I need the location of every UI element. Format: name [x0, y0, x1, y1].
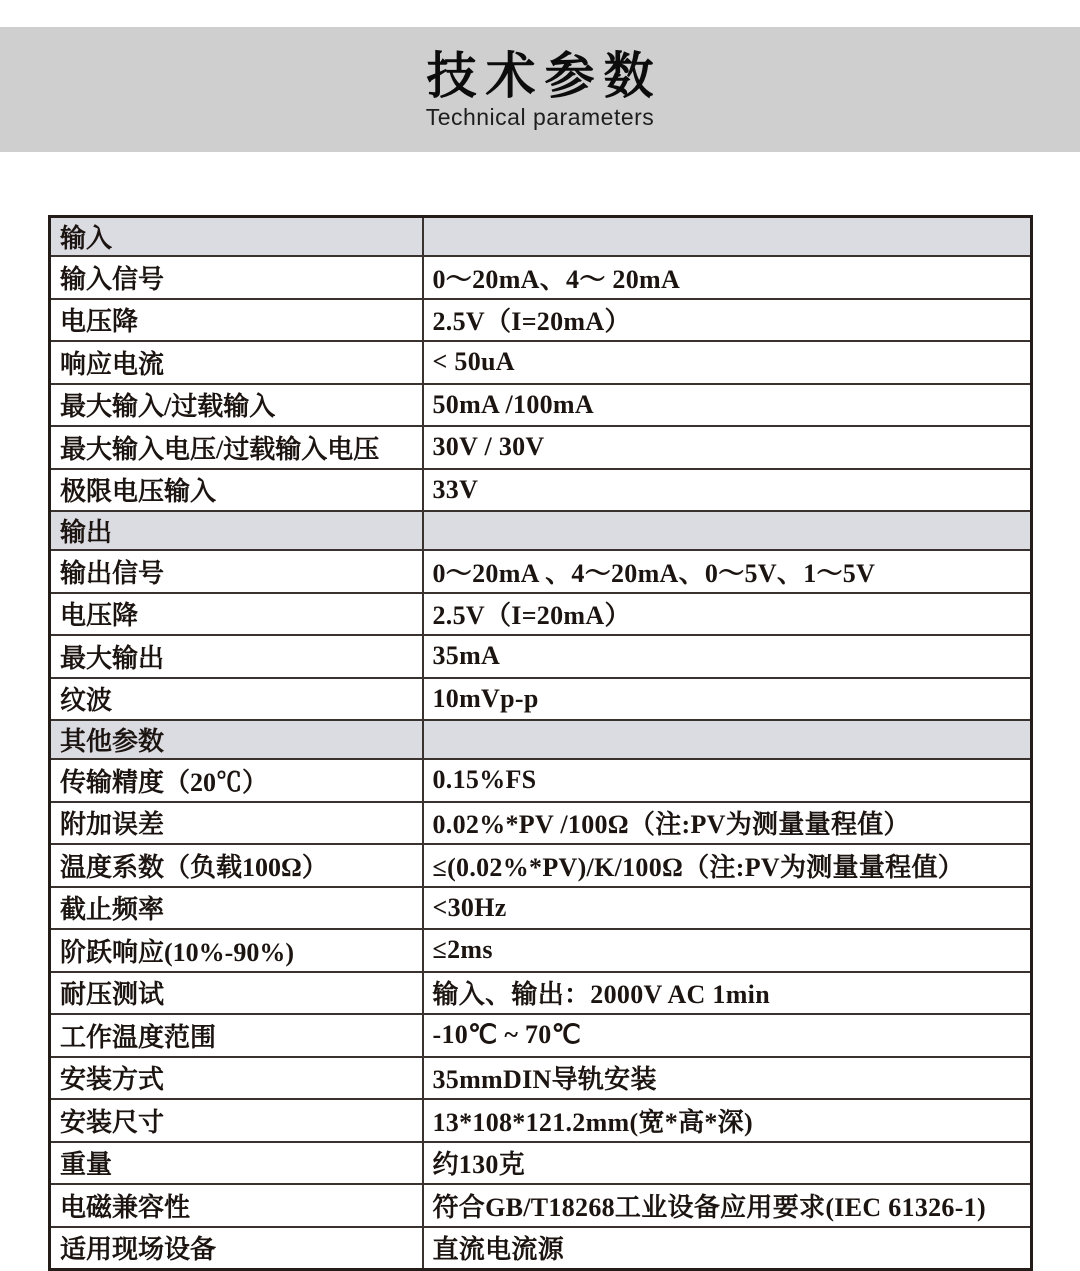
page-subtitle: Technical parameters	[425, 104, 655, 130]
param-value-cell: < 50uA	[423, 341, 1032, 384]
spec-row	[50, 341, 1032, 384]
spec-row	[50, 426, 1032, 469]
section-header-row	[50, 720, 1032, 759]
param-value-cell	[423, 511, 1032, 550]
param-value-cell: 0～20mA、4～ 20mA	[423, 256, 1032, 299]
spec-row	[50, 1099, 1032, 1142]
param-name-cell: 安装尺寸	[50, 1099, 423, 1142]
param-name-cell: 其他参数	[50, 720, 423, 759]
param-value-cell: 13*108*121.2mm(宽*高*深)	[423, 1099, 1032, 1142]
header-banner	[0, 27, 1080, 152]
param-name-cell: 电压降	[50, 299, 423, 342]
param-name-cell: 安装方式	[50, 1057, 423, 1100]
param-value-cell: 0～20mA 、4～20mA、0～5V、1～5V	[423, 550, 1032, 593]
param-value-cell: 35mmDIN导轨安装	[423, 1057, 1032, 1100]
spec-row	[50, 759, 1032, 802]
param-name-cell: 输出信号	[50, 550, 423, 593]
spec-row	[50, 635, 1032, 678]
param-value-cell: 30V / 30V	[423, 426, 1032, 469]
spec-row	[50, 1057, 1032, 1100]
param-name-cell: 截止频率	[50, 887, 423, 930]
param-value-cell	[423, 720, 1032, 759]
param-name-cell: 纹波	[50, 678, 423, 721]
section-header-row	[50, 217, 1032, 257]
param-name-cell: 附加误差	[50, 802, 423, 845]
param-value-cell: 33V	[423, 469, 1032, 512]
spec-row	[50, 1014, 1032, 1057]
param-name-cell: 最大输出	[50, 635, 423, 678]
param-name-cell: 重量	[50, 1142, 423, 1185]
param-value-cell: ≤(0.02%*PV)/K/100Ω（注:PV为测量量程值）	[423, 844, 1032, 887]
spec-row	[50, 972, 1032, 1015]
param-name-cell: 输入	[50, 217, 423, 257]
spec-row	[50, 550, 1032, 593]
spec-row	[50, 929, 1032, 972]
param-name-cell: 极限电压输入	[50, 469, 423, 512]
param-name-cell: 工作温度范围	[50, 1014, 423, 1057]
param-name-cell: 适用现场设备	[50, 1227, 423, 1270]
param-value-cell: 0.02%*PV /100Ω（注:PV为测量量程值）	[423, 802, 1032, 845]
param-name-cell: 传输精度（20℃）	[50, 759, 423, 802]
param-value-cell: 符合GB/T18268工业设备应用要求(IEC 61326-1)	[423, 1184, 1032, 1227]
spec-row	[50, 469, 1032, 512]
param-value-cell: <30Hz	[423, 887, 1032, 930]
param-name-cell: 耐压测试	[50, 972, 423, 1015]
param-value-cell: 50mA /100mA	[423, 384, 1032, 427]
spec-row	[50, 844, 1032, 887]
param-value-cell: ≤2ms	[423, 929, 1032, 972]
spec-row	[50, 802, 1032, 845]
page-title: 技术参数	[426, 48, 663, 104]
param-value-cell: 35mA	[423, 635, 1032, 678]
param-name-cell: 最大输入/过载输入	[50, 384, 423, 427]
section-header-row	[50, 511, 1032, 550]
spec-table	[48, 215, 1033, 1271]
param-value-cell: -10℃ ~ 70℃	[423, 1014, 1032, 1057]
param-name-cell: 最大输入电压/过载输入电压	[50, 426, 423, 469]
spec-row	[50, 593, 1032, 636]
param-name-cell: 电压降	[50, 593, 423, 636]
spec-row	[50, 887, 1032, 930]
param-value-cell: 2.5V（I=20mA）	[423, 593, 1032, 636]
param-value-cell: 约130克	[423, 1142, 1032, 1185]
param-name-cell: 输出	[50, 511, 423, 550]
spec-row	[50, 384, 1032, 427]
spec-row	[50, 1142, 1032, 1185]
spec-row	[50, 1227, 1032, 1270]
spec-row	[50, 1184, 1032, 1227]
spec-row	[50, 678, 1032, 721]
param-value-cell: 0.15%FS	[423, 759, 1032, 802]
spec-row	[50, 299, 1032, 342]
param-name-cell: 阶跃响应(10%-90%)	[50, 929, 423, 972]
param-value-cell: 直流电流源	[423, 1227, 1032, 1270]
param-name-cell: 响应电流	[50, 341, 423, 384]
param-value-cell: 输入、输出：2000V AC 1min	[423, 972, 1032, 1015]
param-value-cell: 10mVp-p	[423, 678, 1032, 721]
param-value-cell: 2.5V（I=20mA）	[423, 299, 1032, 342]
spec-row	[50, 256, 1032, 299]
param-name-cell: 温度系数（负载100Ω）	[50, 844, 423, 887]
param-name-cell: 输入信号	[50, 256, 423, 299]
param-value-cell	[423, 217, 1032, 257]
param-name-cell: 电磁兼容性	[50, 1184, 423, 1227]
